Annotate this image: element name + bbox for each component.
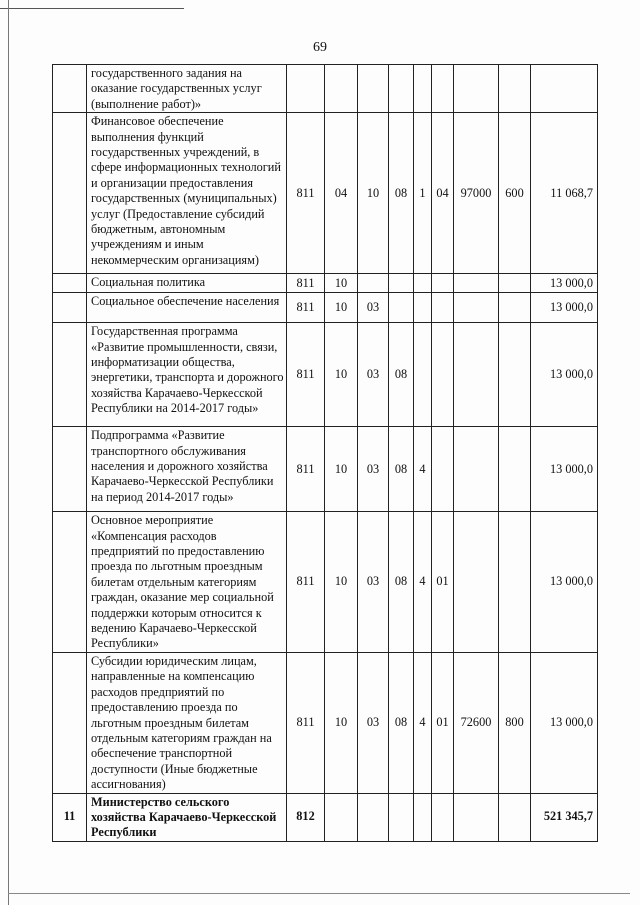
row-name-cell: государственного задания на оказание государственных услуг (выполнение работ)» (87, 65, 287, 113)
row-name-cell: Министерство сельского хозяйства Карачаево-Черкесской Республики (87, 793, 287, 841)
rz-code-cell: 10 (325, 274, 358, 293)
amount-cell (531, 65, 598, 113)
pr-code-cell (358, 793, 389, 841)
table-row (53, 793, 598, 841)
amount-cell: 11 068,7 (531, 113, 598, 274)
target-code-activity-cell (432, 427, 454, 512)
rz-code-cell: 10 (325, 323, 358, 427)
target-code-direction-cell (454, 512, 499, 653)
gr-code-cell: 811 (287, 512, 325, 653)
target-code-program-cell: 08 (389, 427, 414, 512)
rz-code-cell: 10 (325, 512, 358, 653)
table-row (53, 512, 598, 653)
row-number-cell (53, 65, 87, 113)
amount-cell: 13 000,0 (531, 427, 598, 512)
row-name-cell: Социальная политика (87, 274, 287, 293)
target-code-activity-cell: 01 (432, 512, 454, 653)
row-name-cell: Подпрограмма «Развитие транспортного обслуживания населения и дорожного хозяйства Карачаево-Черкесской Республики на период 2014-2017 годы» (87, 427, 287, 512)
row-name-cell: Социальное обеспечение населения (87, 293, 287, 323)
budget-table (52, 64, 598, 842)
row-name-cell: Субсидии юридическим лицам, направленные на компенсацию расходов предприятий по предоставлению проезда по льготным проездным билетам отдельным категориям граждан на обеспечение транспортной доступности (Иные бюджетные ассигнования) (87, 652, 287, 793)
amount-cell: 13 000,0 (531, 512, 598, 653)
table-row (53, 113, 598, 274)
expense-type-cell (499, 793, 531, 841)
amount-cell: 13 000,0 (531, 274, 598, 293)
target-code-program-cell (389, 293, 414, 323)
gr-code-cell: 811 (287, 293, 325, 323)
page-number: 69 (313, 40, 327, 55)
target-code-direction-cell (454, 65, 499, 113)
target-code-subprogram-cell (414, 293, 432, 323)
target-code-subprogram-cell: 4 (414, 427, 432, 512)
scan-edge-bottom (8, 893, 630, 894)
gr-code-cell: 811 (287, 323, 325, 427)
target-code-activity-cell (432, 323, 454, 427)
target-code-program-cell (389, 274, 414, 293)
expense-type-cell (499, 512, 531, 653)
pr-code-cell: 03 (358, 293, 389, 323)
pr-code-cell: 03 (358, 652, 389, 793)
rz-code-cell: 10 (325, 652, 358, 793)
expense-type-cell (499, 65, 531, 113)
table-row (53, 274, 598, 293)
row-number-cell (53, 652, 87, 793)
target-code-program-cell (389, 65, 414, 113)
pr-code-cell: 03 (358, 323, 389, 427)
row-name-cell: Основное мероприятие «Компенсация расходов предприятий по предоставлению проезда по льготным проездным билетам отдельным категориям граждан, оказание мер социальной поддержки которым относится к ведению Карачаево-Черкесской Республики» (87, 512, 287, 653)
expense-type-cell: 600 (499, 113, 531, 274)
row-number-cell (53, 293, 87, 323)
row-number-cell (53, 113, 87, 274)
target-code-subprogram-cell (414, 323, 432, 427)
target-code-direction-cell (454, 427, 499, 512)
expense-type-cell (499, 274, 531, 293)
target-code-activity-cell: 01 (432, 652, 454, 793)
expense-type-cell: 800 (499, 652, 531, 793)
scan-edge-top (0, 8, 184, 9)
row-number-cell (53, 512, 87, 653)
gr-code-cell: 811 (287, 274, 325, 293)
table-row (53, 65, 598, 113)
expense-type-cell (499, 323, 531, 427)
table-body (53, 65, 598, 842)
table-row (53, 652, 598, 793)
target-code-subprogram-cell (414, 793, 432, 841)
target-code-direction-cell: 97000 (454, 113, 499, 274)
target-code-activity-cell (432, 293, 454, 323)
rz-code-cell: 04 (325, 113, 358, 274)
gr-code-cell: 811 (287, 652, 325, 793)
target-code-program-cell (389, 793, 414, 841)
pr-code-cell: 10 (358, 113, 389, 274)
row-number-cell (53, 274, 87, 293)
gr-code-cell: 811 (287, 113, 325, 274)
target-code-direction-cell (454, 793, 499, 841)
row-number-cell (53, 323, 87, 427)
pr-code-cell: 03 (358, 427, 389, 512)
target-code-activity-cell (432, 65, 454, 113)
row-name-cell: Финансовое обеспечение выполнения функций государственных учреждений, в сфере информационных технологий и организации предоставления государственных (муниципальных) услуг (Предоставление субсидий бюджетным, автономным учреждениям и иным некоммерческим организациям) (87, 113, 287, 274)
target-code-program-cell: 08 (389, 323, 414, 427)
amount-cell: 13 000,0 (531, 293, 598, 323)
target-code-direction-cell (454, 293, 499, 323)
table-row (53, 293, 598, 323)
gr-code-cell: 811 (287, 427, 325, 512)
pr-code-cell: 03 (358, 512, 389, 653)
gr-code-cell: 812 (287, 793, 325, 841)
target-code-activity-cell (432, 274, 454, 293)
target-code-program-cell: 08 (389, 113, 414, 274)
target-code-direction-cell: 72600 (454, 652, 499, 793)
rz-code-cell: 10 (325, 427, 358, 512)
target-code-subprogram-cell: 1 (414, 113, 432, 274)
row-number-cell: 11 (53, 793, 87, 841)
target-code-activity-cell (432, 793, 454, 841)
target-code-subprogram-cell (414, 65, 432, 113)
table-row (53, 323, 598, 427)
target-code-program-cell: 08 (389, 512, 414, 653)
expense-type-cell (499, 293, 531, 323)
pr-code-cell (358, 274, 389, 293)
target-code-subprogram-cell (414, 274, 432, 293)
row-name-cell: Государственная программа «Развитие промышленности, связи, информатизации общества, энергетики, транспорта и дорожного хозяйства Карачаево-Черкесской Республики на 2014-2017 годы» (87, 323, 287, 427)
target-code-subprogram-cell: 4 (414, 652, 432, 793)
rz-code-cell (325, 65, 358, 113)
scan-edge-left (8, 0, 9, 905)
target-code-activity-cell: 04 (432, 113, 454, 274)
rz-code-cell: 10 (325, 293, 358, 323)
table-row (53, 427, 598, 512)
expense-type-cell (499, 427, 531, 512)
target-code-program-cell: 08 (389, 652, 414, 793)
rz-code-cell (325, 793, 358, 841)
amount-cell: 13 000,0 (531, 323, 598, 427)
gr-code-cell (287, 65, 325, 113)
amount-cell: 521 345,7 (531, 793, 598, 841)
pr-code-cell (358, 65, 389, 113)
target-code-subprogram-cell: 4 (414, 512, 432, 653)
row-number-cell (53, 427, 87, 512)
target-code-direction-cell (454, 274, 499, 293)
target-code-direction-cell (454, 323, 499, 427)
amount-cell: 13 000,0 (531, 652, 598, 793)
